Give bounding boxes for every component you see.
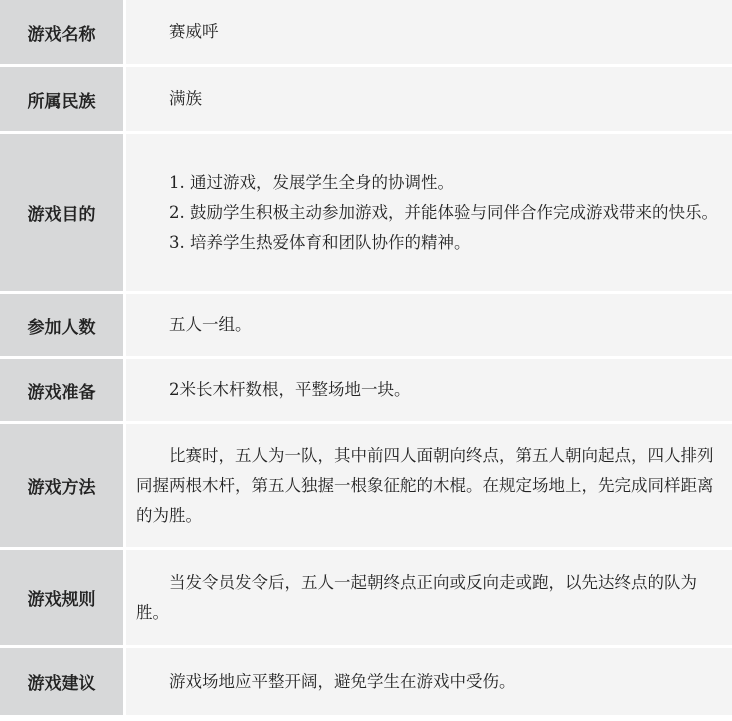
- table-row: [0, 134, 732, 294]
- table-row: [0, 359, 732, 424]
- table-row: [0, 67, 732, 134]
- table-row: [0, 424, 732, 550]
- row-label: 游戏建议: [0, 648, 126, 718]
- value-text: 3. 培养学生热爱体育和团队协作的精神。: [169, 232, 471, 252]
- row-value: [126, 648, 732, 718]
- row-label: 所属民族: [0, 67, 126, 134]
- row-label: 游戏目的: [0, 134, 126, 294]
- row-label: 游戏方法: [0, 424, 126, 550]
- row-value: [126, 134, 732, 294]
- value-text: 2. 鼓励学生积极主动参加游戏，并能体验与同伴合作完成游戏带来的快乐。: [169, 202, 718, 222]
- table-row: [0, 294, 732, 359]
- row-label: 游戏准备: [0, 359, 126, 424]
- value-text: 游戏场地应平整开阔，避免学生在游戏中受伤。: [169, 671, 516, 691]
- table-row: [0, 648, 732, 718]
- row-value: [126, 424, 732, 550]
- table-row: [0, 550, 732, 648]
- row-value: [126, 0, 732, 67]
- row-label: 游戏规则: [0, 550, 126, 648]
- value-text: 比赛时，五人为一队，其中前四人面朝向终点，第五人朝向起点，四人排列同握两根木杆，第五人独握一根象征舵的木棍。在规定场地上，先完成同样距离的为胜。: [136, 445, 714, 525]
- row-label: 参加人数: [0, 294, 126, 359]
- row-label: 游戏名称: [0, 0, 126, 67]
- value-text: 2米长木杆数根，平整场地一块。: [169, 380, 411, 399]
- value-text: 满族: [169, 89, 202, 108]
- table-row: [0, 0, 732, 67]
- row-value: [126, 359, 732, 424]
- row-value: [126, 294, 732, 359]
- value-text: 赛威呼: [169, 22, 219, 41]
- row-value: [126, 67, 732, 134]
- value-text: 五人一组。: [169, 315, 252, 334]
- row-value: [126, 550, 732, 648]
- value-text: 1. 通过游戏，发展学生全身的协调性。: [169, 172, 454, 192]
- value-text: 当发令员发令后，五人一起朝终点正向或反向走或跑，以先达终点的队为胜。: [136, 572, 697, 622]
